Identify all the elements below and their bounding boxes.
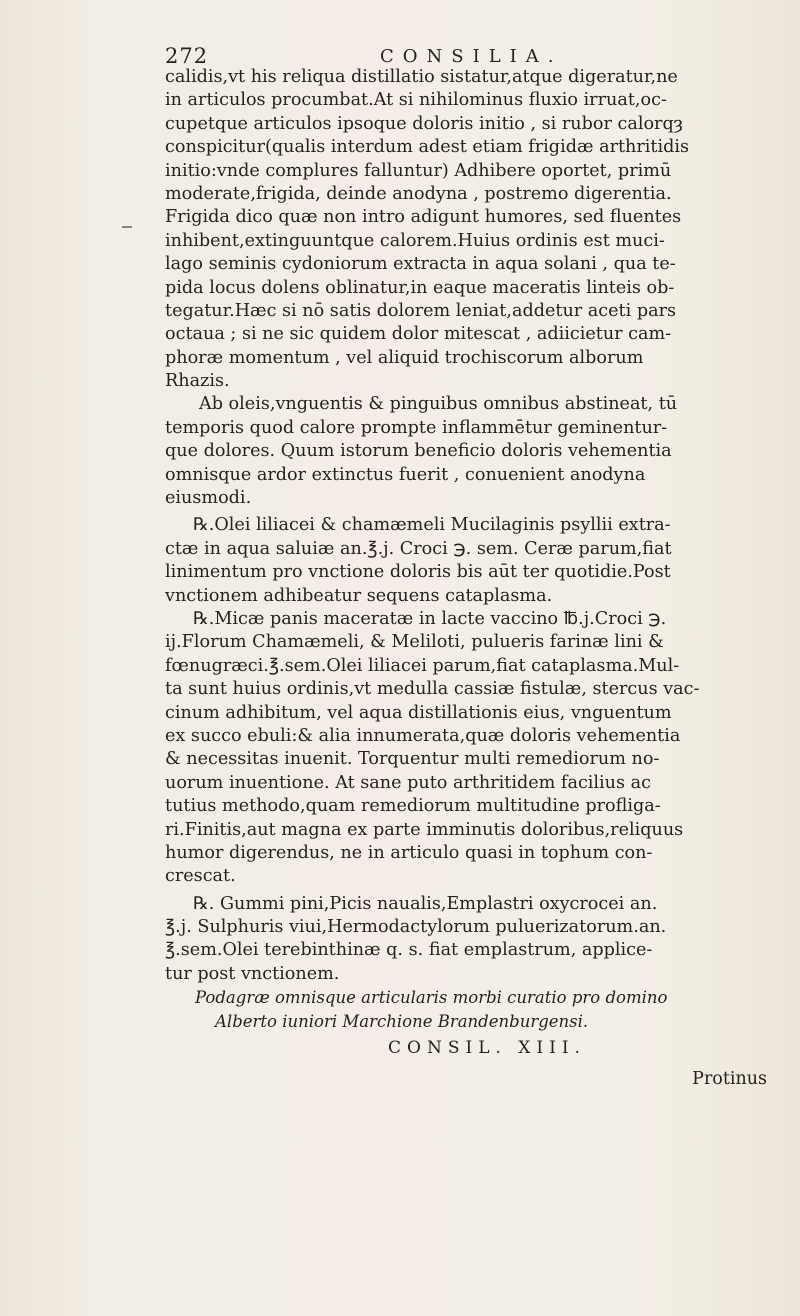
text-line: humor digerendus, ne in articulo quasi in tophum con-: [165, 842, 653, 863]
text-line: lago seminis cydoniorum extracta in aqua solani , qua te-: [165, 254, 676, 275]
text-line: linimentum pro vnctione doloris bis aūt ter quotidie.Post: [165, 562, 671, 583]
text-line: ℥.sem.Olei terebinthinæ q. s. fiat emplastrum, applice-: [165, 940, 653, 961]
text-line: pida locus dolens oblinatur,in eaque maceratis linteis ob-: [165, 277, 675, 298]
body-text: [165, 66, 769, 1092]
text-line: cupetque articulos ipsoque doloris initio , si rubor calorqȝ: [165, 113, 683, 134]
text-line: Rhazis.: [165, 371, 230, 392]
page-number: 272: [165, 44, 209, 68]
text-line: ℥.j. Sulphuris viui,Hermodactylorum puluerizatorum.an.: [165, 917, 667, 938]
text-line: in articulos procumbat.At si nihilominus fluxio irruat,oc-: [165, 90, 667, 111]
section-heading: CONSIL. XIII.: [388, 1038, 586, 1059]
text-line: ij.Florum Chamæmeli, & Meliloti, pulueris farinæ lini &: [165, 632, 664, 653]
recipe-line: ℞.Micæ panis maceratæ in lacte vaccino ℔.j.Croci ℈.: [193, 608, 667, 629]
text-line: que dolores. Quum istorum beneficio doloris vehementia: [165, 441, 672, 462]
text-line: ctæ in aqua saluiæ an.℥.j. Croci ℈. sem. Ceræ parum,fiat: [165, 538, 672, 559]
recipe-line: ℞. Gummi pini,Picis naualis,Emplastri oxycrocei an.: [193, 893, 658, 914]
text-line: ta sunt huius ordinis,vt medulla cassiæ fistulæ, stercus vac-: [165, 679, 700, 700]
section-caption: Podagræ omnisque articularis morbi curatio pro domino: [195, 988, 668, 1008]
text-line: temporis quod calore prompte inflammētur geminentur-: [165, 417, 668, 438]
text-line: moderate,frigida, deinde anodyna , postremo digerentia.: [165, 183, 672, 204]
text-line: vnctionem adhibeatur sequens cataplasma.: [165, 585, 553, 606]
text-line: conspicitur(qualis interdum adest etiam frigidæ arthritidis: [165, 137, 690, 158]
text-line: & necessitas inuenit. Torquentur multi remediorum no-: [165, 749, 660, 770]
catchword: Protinus: [692, 1069, 767, 1090]
text-line: calidis,vt his reliqua distillatio sistatur,atque digeratur,ne: [165, 67, 678, 87]
text-line: tur post vnctionem.: [165, 963, 340, 984]
margin-mark: [122, 226, 132, 228]
text-line: omnisque ardor extinctus fuerit , conuenient anodyna: [165, 464, 646, 485]
section-caption: Alberto iuniori Marchione Brandenburgensi.: [215, 1011, 589, 1031]
text-line: fœnugræci.℥.sem.Olei liliacei parum,fiat cataplasma.Mul-: [165, 655, 680, 676]
recipe-line: ℞.Olei liliacei & chamæmeli Mucilaginis psyllii extra-: [193, 515, 671, 536]
running-title: CONSILIA.: [380, 46, 563, 67]
text-line: ri.Finitis,aut magna ex parte imminutis doloribus,reliquus: [165, 819, 684, 840]
text-line: initio:vnde complures falluntur) Adhibere oportet, primū: [165, 160, 672, 181]
text-line: crescat.: [165, 866, 236, 887]
text-line: Frigida dico quæ non intro adigunt humores, sed fluentes: [165, 207, 682, 228]
text-line: tutius methodo,quam remediorum multitudine profliga-: [165, 796, 661, 817]
text-line: inhibent,extinguuntque calorem.Huius ordinis est muci-: [165, 230, 665, 251]
text-line: ex succo ebuli:& alia innumerata,quæ doloris vehementia: [165, 725, 681, 746]
text-line: uorum inuentione. At sane puto arthritidem facilius ac: [165, 772, 651, 793]
paragraph-start: Ab oleis,vnguentis & pinguibus omnibus abstineat, tū: [199, 394, 678, 415]
text-line: cinum adhibitum, vel aqua distillationis eius, vnguentum: [165, 702, 672, 723]
text-line: eiusmodi.: [165, 488, 252, 509]
text-line: tegatur.Hæc si nō satis dolorem leniat,addetur aceti pars: [165, 300, 677, 321]
text-line: phoræ momentum , vel aliquid trochiscorum alborum: [165, 347, 644, 368]
text-line: octaua ; si ne sic quidem dolor mitescat , adiicietur cam-: [165, 324, 672, 345]
